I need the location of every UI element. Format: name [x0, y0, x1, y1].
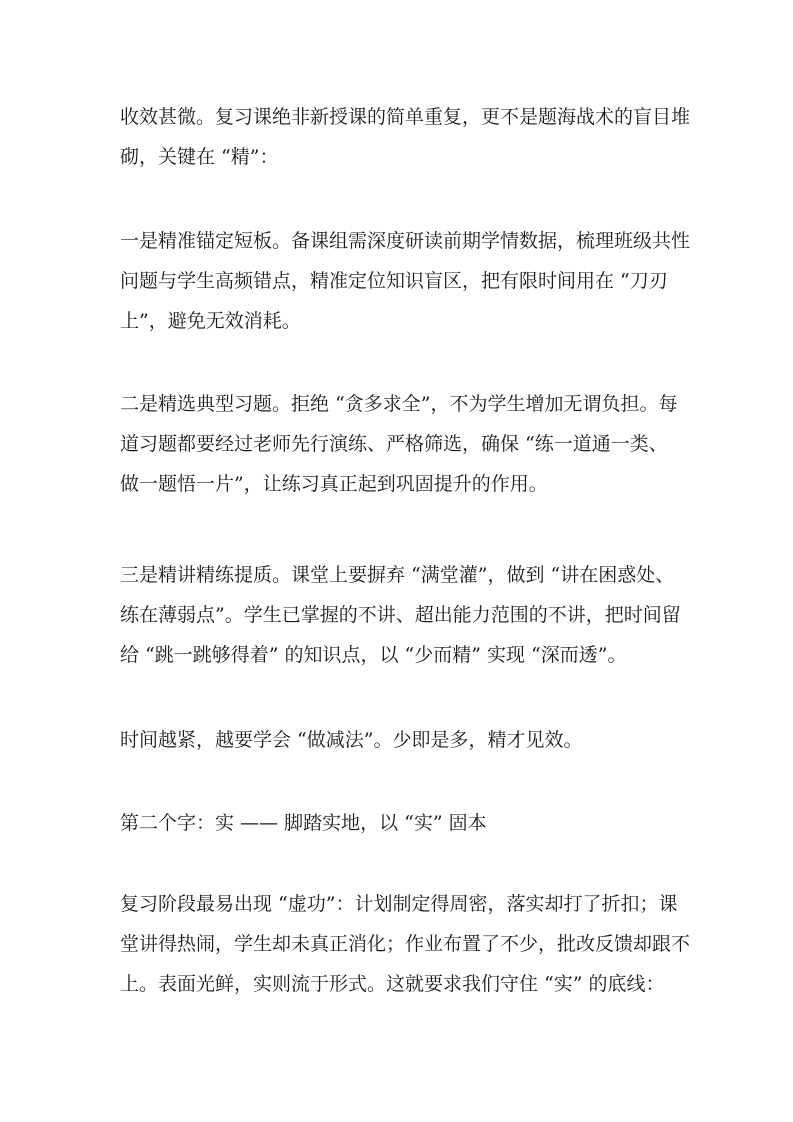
paragraph-point-two — [120, 384, 680, 504]
section-heading — [120, 803, 680, 843]
paragraph-point-three — [120, 555, 680, 675]
paragraph-summary — [120, 720, 680, 760]
text-line: 堂讲得热闹，学生却未真正消化；作业布置了不少，批改反馈却跟不 — [120, 933, 691, 955]
text-line: 做一题悟一片”，让练习真正起到巩固提升的作用。 — [120, 473, 548, 495]
text-line: 收效甚微。复习课绝非新授课的简单重复，更不是题海战术的盲目堆 — [120, 106, 691, 128]
text-line: 三是精讲精练提质。课堂上要摒弃 “满堂灌”，做到 “讲在困惑处、 — [120, 564, 675, 586]
text-line: 道习题都要经过老师先行演练、严格筛选，确保 “练一道通一类、 — [120, 433, 668, 455]
text-line: 问题与学生高频错点，精准定位知识盲区，把有限时间用在 “刀刃 — [120, 270, 668, 292]
text-line: 给 “跳一跳够得着” 的知识点，以 “少而精” 实现 “深而透”。 — [120, 644, 627, 666]
paragraph-intro — [120, 97, 691, 177]
text-line: 上。表面光鲜，实则流于形式。这就要求我们守住 “实” 的底线： — [120, 973, 665, 995]
paragraph-section-body — [120, 884, 691, 1004]
text-line: 复习阶段最易出现 “虚功”：计划制定得周密，落实却打了折扣；课 — [120, 893, 678, 915]
text-line: 一是精准锚定短板。备课组需深度研读前期学情数据，梳理班级共性 — [120, 230, 691, 252]
text-line: 上”，避免无效消耗。 — [120, 310, 301, 332]
paragraph-point-one — [120, 221, 691, 341]
heading-line: 第二个字：实 —— 脚踏实地，以 “实” 固本 — [120, 812, 487, 834]
text-line: 练在薄弱点”。学生已掌握的不讲、超出能力范围的不讲，把时间留 — [120, 604, 681, 626]
text-line: 砌，关键在 “精”： — [120, 146, 279, 168]
text-line: 时间越紧，越要学会 “做减法”。少即是多，精才见效。 — [120, 729, 583, 751]
text-line: 二是精选典型习题。拒绝 “贪多求全”，不为学生增加无谓负担。每 — [120, 393, 678, 415]
